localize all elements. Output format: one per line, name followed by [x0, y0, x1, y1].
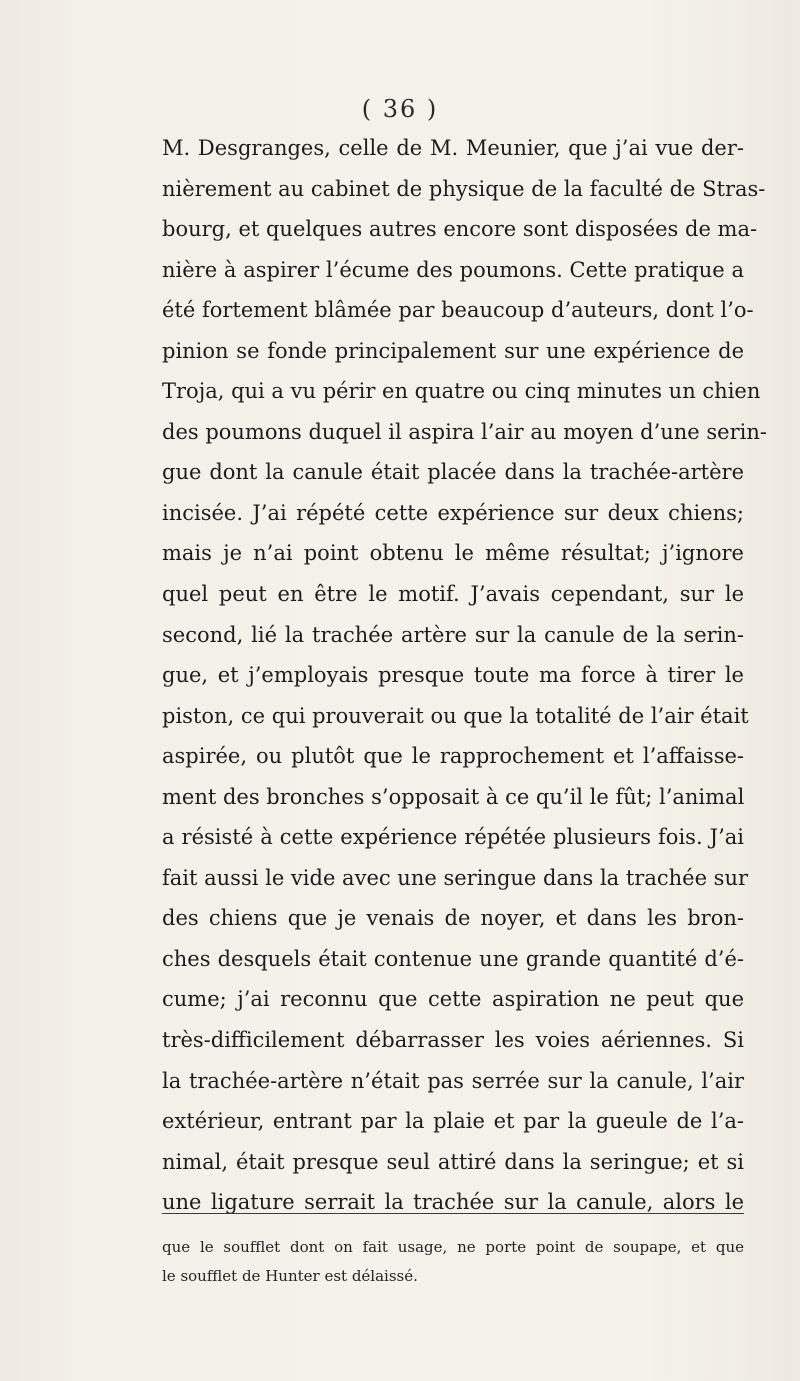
text-line: cume; j’ai reconnu que cette aspiration ne peut que	[162, 987, 744, 1012]
text-line: gue dont la canule était placée dans la trachée-artère	[162, 460, 744, 485]
text-line: fait aussi le vide avec une seringue dans la trachée sur	[162, 865, 749, 890]
text-line: des poumons duquel il aspira l’air au moyen d’une serin-	[162, 419, 767, 444]
text-line: ches desquels était contenue une grande quantité d’é-	[162, 946, 744, 971]
text-line: aspirée, ou plutôt que le rapprochement et l’affaisse-	[162, 744, 744, 769]
text-line: piston, ce qui prouverait ou que la totalité de l’air était	[162, 703, 749, 728]
text-line: bourg, et quelques autres encore sont disposées de ma-	[162, 217, 758, 242]
text-line: des chiens que je venais de noyer, et dans les bron-	[162, 906, 744, 931]
text-line: nimal, était presque seul attiré dans la seringue; et si	[162, 1149, 744, 1174]
text-line: gue, et j’employais presque toute ma force à tirer le	[162, 663, 744, 688]
footnote	[162, 1233, 744, 1291]
body-text	[162, 128, 767, 1223]
text-line: une ligature serrait la trachée sur la canule, alors le	[162, 1190, 744, 1215]
text-line: a résisté à cette expérience répétée plusieurs fois. J’ai	[162, 825, 744, 850]
footnote-line: que le soufflet dont on fait usage, ne porte point de soupape, et que	[162, 1238, 744, 1256]
text-line: extérieur, entrant par la plaie et par la gueule de l’a-	[162, 1109, 744, 1134]
text-line: nière à aspirer l’écume des poumons. Cette pratique a	[162, 257, 744, 282]
text-line: mais je n’ai point obtenu le même résultat; j’ignore	[162, 541, 744, 566]
text-line: nièrement au cabinet de physique de la faculté de Stras-	[162, 176, 766, 201]
text-line: très-difficilement débarrasser les voies aériennes. Si	[162, 1028, 744, 1053]
text-line: M. Desgranges, celle de M. Meunier, que j’ai vue der-	[162, 136, 744, 160]
text-line: second, lié la trachée artère sur la canule de la serin-	[162, 622, 744, 647]
text-line: ment des bronches s’opposait à ce qu’il le fût; l’animal	[162, 784, 745, 809]
page-number: ( 36 )	[361, 95, 439, 123]
text-line: la trachée-artère n’était pas serrée sur la canule, l’air	[162, 1068, 744, 1093]
text-line: Troja, qui a vu périr en quatre ou cinq minutes un chien	[162, 379, 761, 404]
text-line: quel peut en être le motif. J’avais cependant, sur le	[162, 582, 744, 607]
text-line: pinion se fonde principalement sur une expérience de	[162, 338, 744, 363]
footnote-line: le soufflet de Hunter est délaissé.	[162, 1267, 418, 1285]
footnote-divider	[162, 1213, 744, 1214]
text-line: été fortement blâmée par beaucoup d’auteurs, dont l’o-	[162, 298, 754, 323]
text-line: incisée. J’ai répété cette expérience sur deux chiens;	[162, 500, 744, 525]
